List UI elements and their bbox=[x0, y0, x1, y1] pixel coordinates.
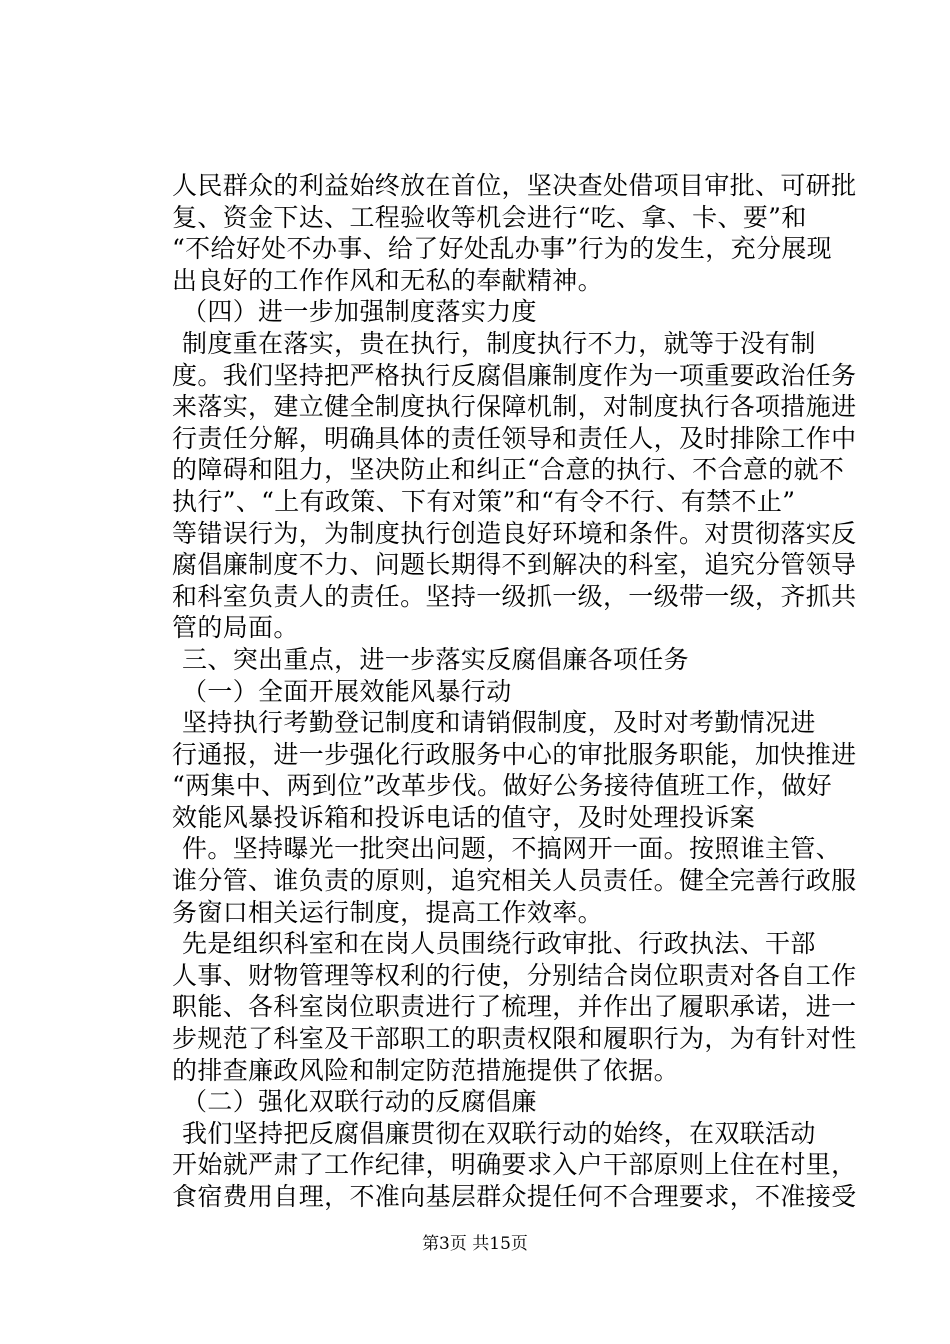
text-line: 步规范了科室及干部职工的职责权限和履职行为，为有针对性 bbox=[172, 1024, 857, 1054]
text-line: 度。我们坚持把严格执行反腐倡廉制度作为一项重要政治任务 bbox=[172, 360, 857, 390]
text-line: 我们坚持把反腐倡廉贯彻在双联行动的始终，在双联活动 bbox=[182, 1118, 816, 1148]
text-line: 开始就严肃了工作纪律，明确要求入户干部原则上住在村里， bbox=[172, 1150, 857, 1180]
text-line: 谁分管、谁负责的原则，追究相关人员责任。健全完善行政服 bbox=[172, 866, 857, 896]
text-line: 出良好的工作作风和无私的奉献精神。 bbox=[172, 265, 603, 295]
text-line: 人民群众的利益始终放在首位，坚决查处借项目审批、可研批 bbox=[172, 171, 857, 200]
text-line: 先是组织科室和在岗人员围绕行政审批、行政执法、干部 bbox=[182, 929, 816, 959]
text-line: 来落实，建立健全制度执行保障机制，对制度执行各项措施进 bbox=[172, 392, 857, 422]
text-line: 务窗口相关运行制度，提高工作效率。 bbox=[172, 897, 603, 927]
text-line: 等错误行为，为制度执行创造良好环境和条件。对贯彻落实反 bbox=[172, 518, 857, 548]
section-heading: （一）全面开展效能风暴行动 bbox=[182, 676, 512, 706]
text-line: 人事、财物管理等权利的行使，分别结合岗位职责对各自工作 bbox=[172, 960, 857, 990]
page-number-footer: 第3页 共15页 bbox=[422, 1234, 528, 1254]
body-text bbox=[172, 170, 857, 1213]
text-line: 管的局面。 bbox=[172, 613, 299, 643]
text-line: “不给好处不办事、给了好处乱办事”行为的发生，充分展现 bbox=[172, 234, 833, 264]
text-line: 行责任分解，明确具体的责任领导和责任人，及时排除工作中 bbox=[172, 423, 857, 453]
text-line: 件。坚持曝光一批突出问题，不搞网开一面。按照谁主管、 bbox=[182, 834, 842, 864]
text-line: 复、资金下达、工程验收等机会进行“吃、拿、卡、要”和 bbox=[172, 202, 807, 232]
text-line: “两集中、两到位”改革步伐。做好公务接待值班工作，做好 bbox=[172, 771, 833, 801]
text-line: 职能、各科室岗位职责进行了梳理，并作出了履职承诺，进一 bbox=[172, 992, 857, 1022]
text-line: 行通报，进一步强化行政服务中心的审批服务职能，加快推进 bbox=[172, 739, 857, 769]
section-heading: （二）强化双联行动的反腐倡廉 bbox=[182, 1087, 537, 1117]
text-line: 制度重在落实，贵在执行，制度执行不力，就等于没有制 bbox=[182, 328, 816, 358]
text-line: 食宿费用自理，不准向基层群众提任何不合理要求，不准接受 bbox=[172, 1182, 857, 1211]
text-line: 的排查廉政风险和制定防范措施提供了依据。 bbox=[172, 1055, 680, 1085]
text-line: 和科室负责人的责任。坚持一级抓一级，一级带一级，齐抓共 bbox=[172, 581, 857, 611]
text-line: 坚持执行考勤登记制度和请销假制度，及时对考勤情况进 bbox=[182, 708, 816, 738]
text-line: 效能风暴投诉箱和投诉电话的值守，及时处理投诉案 bbox=[172, 802, 756, 832]
text-line: 执行”、“上有政策、下有对策”和“有令不行、有禁不止” bbox=[172, 486, 796, 516]
section-heading: （四）进一步加强制度落实力度 bbox=[182, 297, 537, 327]
text-line: 腐倡廉制度不力、问题长期得不到解决的科室，追究分管领导 bbox=[172, 550, 857, 580]
section-heading: 三、突出重点，进一步落实反腐倡廉各项任务 bbox=[182, 644, 690, 674]
text-line: 的障碍和阻力，坚决防止和纠正“合意的执行、不合意的就不 bbox=[172, 455, 845, 485]
